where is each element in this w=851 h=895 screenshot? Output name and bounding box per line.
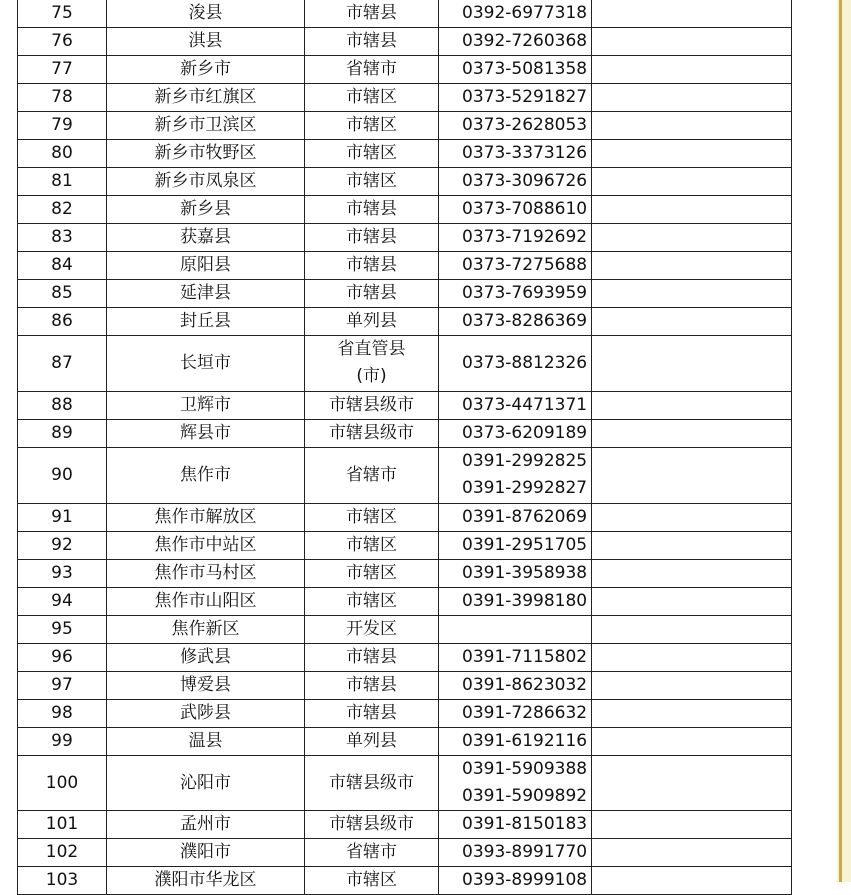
blank-cell[interactable]	[592, 140, 792, 168]
table-row	[18, 531, 792, 559]
row-number-cell[interactable]: 85	[18, 280, 107, 308]
cell-line: 0392-7260368	[462, 31, 588, 51]
cell-line: 市辖县级市	[329, 814, 414, 835]
phone-cell[interactable]	[439, 503, 592, 531]
admin-type-cell[interactable]	[305, 168, 439, 196]
cell-line: 市辖县级市	[329, 422, 414, 443]
cell-line: 0391-7286632	[462, 702, 588, 723]
phone-cell[interactable]	[439, 447, 592, 503]
row-number-cell[interactable]: 86	[18, 308, 107, 336]
cell-line: 0373-2628053	[462, 115, 588, 135]
row-number-cell[interactable]: 88	[18, 391, 107, 419]
region-name-cell[interactable]: 新乡市卫滨区	[107, 112, 305, 140]
admin-type-cell[interactable]	[305, 727, 439, 755]
cell-line: 市辖县	[346, 255, 397, 275]
cell-line: 0391-8623032	[462, 674, 588, 695]
cell-line: 0391-2951705	[462, 534, 588, 555]
phone-cell[interactable]	[439, 84, 592, 112]
cell-line: 0391-7115802	[462, 646, 588, 667]
table-row	[18, 755, 792, 811]
blank-cell[interactable]	[592, 755, 792, 811]
contact-table	[17, 0, 792, 895]
blank-cell[interactable]	[592, 0, 792, 28]
cell-line: 0373-6209189	[462, 422, 588, 443]
admin-type-cell[interactable]	[305, 615, 439, 643]
cell-line: 0373-5081358	[462, 59, 588, 79]
cell-line: 0373-7088610	[462, 199, 588, 219]
phone-cell[interactable]	[439, 811, 592, 839]
admin-type-cell[interactable]	[305, 28, 439, 56]
cell-line: 单列县	[346, 311, 397, 331]
table-body	[18, 0, 792, 895]
cell-line: 0373-7192692	[462, 227, 588, 247]
blank-cell[interactable]	[592, 587, 792, 615]
region-name-cell[interactable]: 延津县	[107, 280, 305, 308]
cell-line: 市辖区	[346, 870, 397, 891]
admin-type-cell[interactable]	[305, 112, 439, 140]
admin-type-cell[interactable]	[305, 336, 439, 392]
admin-type-cell[interactable]	[305, 587, 439, 615]
table-row	[18, 727, 792, 755]
scrollbar-track[interactable]	[839, 0, 842, 882]
cell-line: 省直管县	[337, 339, 406, 359]
blank-cell[interactable]	[592, 28, 792, 56]
table-row	[18, 336, 792, 392]
row-number-cell[interactable]: 97	[18, 671, 107, 699]
phone-cell[interactable]	[439, 224, 592, 252]
region-name-cell[interactable]: 孟州市	[107, 811, 305, 839]
table-row	[18, 643, 792, 671]
table-row	[18, 0, 792, 28]
cell-line: 0373-8812326	[462, 352, 588, 373]
cell-line: 市辖区	[346, 562, 397, 583]
phone-cell[interactable]	[439, 140, 592, 168]
blank-cell[interactable]	[592, 643, 792, 671]
cell-line: 市辖县	[346, 199, 397, 219]
blank-cell[interactable]	[592, 419, 792, 447]
admin-type-cell[interactable]	[305, 503, 439, 531]
phone-cell[interactable]	[439, 587, 592, 615]
row-number-cell[interactable]: 101	[18, 811, 107, 839]
blank-cell[interactable]	[592, 336, 792, 392]
table-row	[18, 280, 792, 308]
phone-cell[interactable]	[439, 839, 592, 867]
row-number-cell[interactable]: 77	[18, 56, 107, 84]
phone-cell[interactable]	[439, 308, 592, 336]
admin-type-cell[interactable]	[305, 391, 439, 419]
cell-line: 市辖区	[346, 534, 397, 555]
table-row	[18, 112, 792, 140]
region-name-cell[interactable]: 沁阳市	[107, 755, 305, 811]
phone-cell[interactable]	[439, 28, 592, 56]
region-name-cell[interactable]: 原阳县	[107, 252, 305, 280]
row-number-cell[interactable]: 84	[18, 252, 107, 280]
table-row	[18, 419, 792, 447]
phone-cell[interactable]	[439, 671, 592, 699]
region-name-cell[interactable]: 博爱县	[107, 671, 305, 699]
row-number-cell[interactable]: 75	[18, 0, 107, 28]
region-name-cell[interactable]: 卫辉市	[107, 391, 305, 419]
row-number-cell[interactable]: 103	[18, 867, 107, 895]
cell-line: 0373-5291827	[462, 87, 588, 107]
phone-cell[interactable]	[439, 615, 592, 643]
blank-cell[interactable]	[592, 867, 792, 895]
table-row	[18, 168, 792, 196]
phone-cell[interactable]	[439, 168, 592, 196]
row-number-cell[interactable]: 100	[18, 755, 107, 811]
cell-line: 单列县	[346, 730, 397, 751]
row-number-cell[interactable]: 82	[18, 196, 107, 224]
cell-line: 0373-3373126	[462, 143, 588, 163]
cell-line: 0391-5909388	[462, 758, 588, 779]
blank-cell[interactable]	[592, 671, 792, 699]
region-name-cell[interactable]: 浚县	[107, 0, 305, 28]
region-name-cell[interactable]: 新乡县	[107, 196, 305, 224]
admin-type-cell[interactable]	[305, 867, 439, 895]
table-row	[18, 559, 792, 587]
table-row	[18, 671, 792, 699]
row-number-cell[interactable]: 102	[18, 839, 107, 867]
region-name-cell[interactable]: 焦作市	[107, 447, 305, 503]
row-number-cell[interactable]: 89	[18, 419, 107, 447]
admin-type-cell[interactable]	[305, 811, 439, 839]
region-name-cell[interactable]: 辉县市	[107, 419, 305, 447]
cell-line: 省辖市	[346, 842, 397, 863]
cell-line: 0391-2992825	[462, 450, 588, 471]
cell-line: 市辖县	[346, 674, 397, 695]
blank-cell[interactable]	[592, 112, 792, 140]
table-row	[18, 56, 792, 84]
table-row	[18, 224, 792, 252]
region-name-cell[interactable]: 温县	[107, 727, 305, 755]
blank-cell[interactable]	[592, 280, 792, 308]
blank-cell[interactable]	[592, 839, 792, 867]
region-name-cell[interactable]: 获嘉县	[107, 224, 305, 252]
region-name-cell[interactable]: 封丘县	[107, 308, 305, 336]
cell-line: 0391-8762069	[462, 506, 588, 527]
blank-cell[interactable]	[592, 224, 792, 252]
admin-type-cell[interactable]	[305, 755, 439, 811]
cell-line: 市辖县	[346, 3, 397, 23]
phone-cell[interactable]	[439, 531, 592, 559]
blank-cell[interactable]	[592, 559, 792, 587]
table-row	[18, 391, 792, 419]
table-row	[18, 699, 792, 727]
phone-cell[interactable]	[439, 280, 592, 308]
admin-type-cell[interactable]	[305, 308, 439, 336]
admin-type-cell[interactable]	[305, 0, 439, 28]
cell-line: 市辖区	[346, 171, 397, 191]
region-name-cell[interactable]: 新乡市凤泉区	[107, 168, 305, 196]
region-name-cell[interactable]: 新乡市牧野区	[107, 140, 305, 168]
blank-cell[interactable]	[592, 503, 792, 531]
admin-type-cell[interactable]	[305, 839, 439, 867]
phone-cell[interactable]	[439, 643, 592, 671]
blank-cell[interactable]	[592, 811, 792, 839]
blank-cell[interactable]	[592, 531, 792, 559]
cell-line: 0373-7275688	[462, 255, 588, 275]
table-row	[18, 811, 792, 839]
region-name-cell[interactable]: 修武县	[107, 643, 305, 671]
blank-cell[interactable]	[592, 168, 792, 196]
row-number-cell[interactable]: 80	[18, 140, 107, 168]
region-name-cell[interactable]: 武陟县	[107, 699, 305, 727]
blank-cell[interactable]	[592, 699, 792, 727]
blank-cell[interactable]	[592, 252, 792, 280]
row-number-cell[interactable]: 79	[18, 112, 107, 140]
admin-type-cell[interactable]	[305, 531, 439, 559]
table-row	[18, 308, 792, 336]
cell-line: 0373-3096726	[462, 171, 588, 191]
row-number-cell[interactable]: 91	[18, 503, 107, 531]
blank-cell[interactable]	[592, 56, 792, 84]
phone-cell[interactable]	[439, 727, 592, 755]
admin-type-cell[interactable]	[305, 559, 439, 587]
table-row	[18, 839, 792, 867]
phone-cell[interactable]	[439, 56, 592, 84]
cell-line: 0391-2992827	[462, 478, 588, 499]
table-row	[18, 587, 792, 615]
table-row	[18, 28, 792, 56]
cell-line: 开发区	[346, 618, 397, 639]
cell-line: 市辖区	[346, 506, 397, 527]
cell-line: 市辖县	[346, 227, 397, 247]
cell-line: 0391-3998180	[462, 590, 588, 611]
region-name-cell[interactable]: 长垣市	[107, 336, 305, 392]
cell-line: 0391-8150183	[462, 814, 588, 835]
blank-cell[interactable]	[592, 447, 792, 503]
cell-line: 0373-8286369	[462, 311, 588, 331]
table-row	[18, 615, 792, 643]
row-number-cell[interactable]: 99	[18, 727, 107, 755]
phone-cell[interactable]	[439, 755, 592, 811]
blank-cell[interactable]	[592, 84, 792, 112]
cell-line: 0393-8991770	[462, 842, 588, 863]
cell-line: 0391-5909892	[462, 786, 588, 807]
phone-cell[interactable]	[439, 252, 592, 280]
table-row	[18, 447, 792, 503]
table-row	[18, 503, 792, 531]
table-row	[18, 252, 792, 280]
cell-line: 市辖县	[346, 702, 397, 723]
row-number-cell[interactable]: 96	[18, 643, 107, 671]
region-name-cell[interactable]: 焦作新区	[107, 615, 305, 643]
cell-line: 市辖区	[346, 143, 397, 163]
row-number-cell[interactable]: 87	[18, 336, 107, 392]
table-row	[18, 867, 792, 895]
table-row	[18, 84, 792, 112]
row-number-cell[interactable]: 93	[18, 559, 107, 587]
cell-line: 省辖市	[346, 464, 397, 485]
phone-cell[interactable]	[439, 0, 592, 28]
cell-line: 0373-7693959	[462, 283, 588, 303]
cell-line: 市辖县级市	[329, 394, 414, 415]
admin-type-cell[interactable]	[305, 699, 439, 727]
admin-type-cell[interactable]	[305, 671, 439, 699]
region-name-cell[interactable]: 新乡市红旗区	[107, 84, 305, 112]
admin-type-cell[interactable]	[305, 419, 439, 447]
row-number-cell[interactable]: 78	[18, 84, 107, 112]
row-number-cell[interactable]: 95	[18, 615, 107, 643]
phone-cell[interactable]	[439, 391, 592, 419]
row-number-cell[interactable]: 81	[18, 168, 107, 196]
blank-cell[interactable]	[592, 727, 792, 755]
admin-type-cell[interactable]	[305, 56, 439, 84]
cell-line: 市辖区	[346, 115, 397, 135]
cell-line: 市辖县	[346, 31, 397, 51]
blank-cell[interactable]	[592, 615, 792, 643]
admin-type-cell[interactable]	[305, 84, 439, 112]
cell-line: (市)	[356, 366, 387, 387]
table-row	[18, 196, 792, 224]
cell-line: 市辖区	[346, 87, 397, 107]
row-number-cell[interactable]: 98	[18, 699, 107, 727]
cell-line: 市辖县	[346, 283, 397, 303]
row-number-cell[interactable]: 83	[18, 224, 107, 252]
table-row	[18, 140, 792, 168]
row-number-cell[interactable]: 94	[18, 587, 107, 615]
cell-line: 0393-8999108	[462, 870, 588, 891]
phone-cell[interactable]	[439, 336, 592, 392]
cell-line: 0373-4471371	[462, 394, 588, 415]
blank-cell[interactable]	[592, 196, 792, 224]
phone-cell[interactable]	[439, 419, 592, 447]
row-number-cell[interactable]: 92	[18, 531, 107, 559]
cell-line: 市辖县级市	[329, 772, 414, 793]
admin-type-cell[interactable]	[305, 447, 439, 503]
region-name-cell[interactable]: 焦作市马村区	[107, 559, 305, 587]
phone-cell[interactable]	[439, 699, 592, 727]
region-name-cell[interactable]: 焦作市山阳区	[107, 587, 305, 615]
region-name-cell[interactable]: 濮阳市华龙区	[107, 867, 305, 895]
phone-cell[interactable]	[439, 559, 592, 587]
region-name-cell[interactable]: 焦作市解放区	[107, 503, 305, 531]
row-number-cell[interactable]: 76	[18, 28, 107, 56]
admin-type-cell[interactable]	[305, 252, 439, 280]
region-name-cell[interactable]: 新乡市	[107, 56, 305, 84]
region-name-cell[interactable]: 濮阳市	[107, 839, 305, 867]
cell-line: 0392-6977318	[462, 3, 588, 23]
region-name-cell[interactable]: 淇县	[107, 28, 305, 56]
cell-line: 市辖县	[346, 646, 397, 667]
cell-line: 0391-6192116	[462, 730, 588, 751]
admin-type-cell[interactable]	[305, 140, 439, 168]
blank-cell[interactable]	[592, 391, 792, 419]
phone-cell[interactable]	[439, 112, 592, 140]
admin-type-cell[interactable]	[305, 643, 439, 671]
phone-cell[interactable]	[439, 196, 592, 224]
admin-type-cell[interactable]	[305, 280, 439, 308]
region-name-cell[interactable]: 焦作市中站区	[107, 531, 305, 559]
admin-type-cell[interactable]	[305, 224, 439, 252]
admin-type-cell[interactable]	[305, 196, 439, 224]
phone-cell[interactable]	[439, 867, 592, 895]
row-number-cell[interactable]: 90	[18, 447, 107, 503]
cell-line: 0391-3958938	[462, 562, 588, 583]
blank-cell[interactable]	[592, 308, 792, 336]
cell-line: 省辖市	[346, 59, 397, 79]
cell-line: 市辖区	[346, 590, 397, 611]
